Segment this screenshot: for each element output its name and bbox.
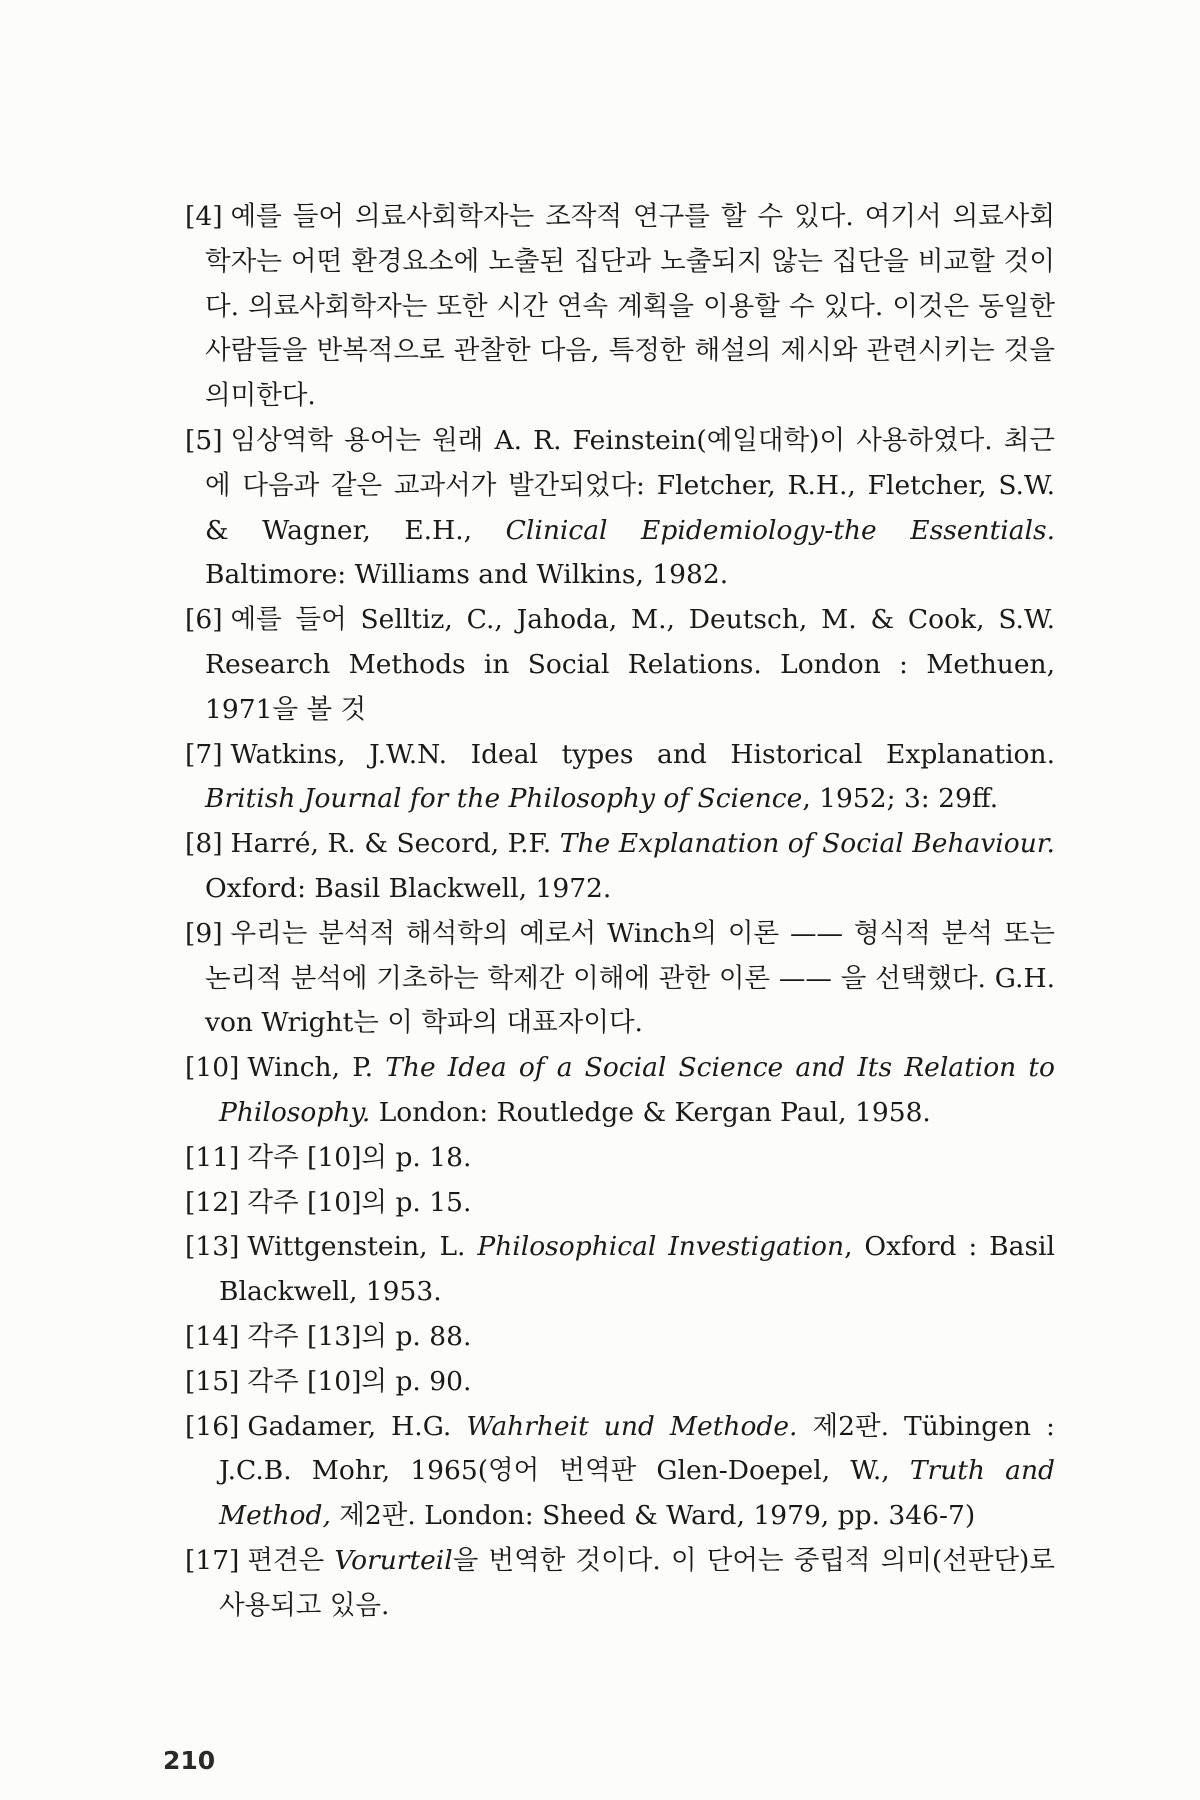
endnote-17	[185, 1539, 1055, 1629]
endnote-number: [4]	[185, 201, 223, 232]
endnote-text: , 1952; 3: 29ff.	[802, 783, 999, 815]
endnote-title-italic: The Explanation of Social Behaviour.	[559, 828, 1055, 860]
endnote-15	[185, 1360, 1055, 1405]
endnote-number: [6]	[185, 604, 223, 636]
endnote-text: 각주 [10]의 p. 90.	[247, 1365, 472, 1397]
endnote-16	[185, 1405, 1055, 1539]
endnote-number: [11]	[185, 1141, 240, 1173]
endnote-text: Gadamer, H.G.	[247, 1410, 467, 1442]
endnote-text: , Oxford : Basil Blackwell, 1953.	[219, 1231, 1055, 1308]
endnote-text: 예를 들어 Selltiz, C., Jahoda, M., Deutsch, M. & Cook, S.W. Research Methods in Social Relations. London : Methuen, 1971을 볼 것	[205, 604, 1055, 725]
endnotes-list	[185, 195, 1055, 1629]
endnote-title-italic: Clinical Epidemiology-the Essentials.	[505, 514, 1055, 546]
endnote-text: 우리는 분석적 해석학의 예로서 Winch의 이론 —— 형식적 분석 또는 논리적 분석에 기초하는 학제간 이해에 관한 이론 —— 을 선택했다. G.H. von Wright는 이 학파의 대표자이다.	[205, 917, 1055, 1039]
endnote-title-italic: Truth and Method,	[219, 1455, 1055, 1532]
endnote-title-italic: Wahrheit und Methode.	[466, 1410, 798, 1442]
endnote-text: 제2판. London: Sheed & Ward, 1979, pp. 346-7)	[330, 1500, 976, 1532]
endnote-number: [12]	[185, 1186, 240, 1218]
endnote-number: [9]	[185, 917, 223, 949]
endnote-text: 각주 [10]의 p. 18.	[247, 1141, 472, 1173]
endnote-title-italic: British Journal for the Philosophy of Science	[205, 783, 803, 815]
endnote-number: [15]	[185, 1365, 240, 1397]
endnote-text: 각주 [10]의 p. 15.	[247, 1186, 472, 1218]
endnote-6	[185, 598, 1055, 732]
endnote-13	[185, 1225, 1055, 1315]
endnote-text: 예를 들어 의료사회학자는 조작적 연구를 할 수 있다. 여기서 의료사회학자는 어떤 환경요소에 노출된 집단과 노출되지 않는 집단을 비교할 것이다. 의료사회학자는 또한 시간 연속 계획을 이용할 수 있다. 이것은 동일한 사람들을 반복적으로 관찰한 다음, 특정한 해설의 제시와 관련시키는 것을 의미한다.	[205, 201, 1055, 412]
endnote-8	[185, 822, 1055, 912]
endnote-7	[185, 733, 1055, 823]
endnote-number: [7]	[185, 738, 223, 770]
endnote-text: Watkins, J.W.N. Ideal types and Historical Explanation.	[230, 738, 1055, 770]
endnote-number: [5]	[185, 424, 223, 456]
endnote-text: Harré, R. & Secord, P.F.	[230, 828, 560, 860]
endnote-number: [16]	[185, 1410, 240, 1442]
endnote-title-italic: Vorurteil	[334, 1544, 453, 1576]
endnote-text: 임상역학 용어는 원래 A. R. Feinstein(예일대학)이 사용하였다. 최근에 다음과 같은 교과서가 발간되었다: Fletcher, R.H., Fletcher, S.W. & Wagner, E.H.,	[205, 424, 1055, 546]
endnote-10	[185, 1046, 1055, 1136]
endnote-number: [17]	[185, 1544, 240, 1576]
endnote-text: London: Routledge & Kergan Paul, 1958.	[370, 1096, 931, 1128]
endnote-number: [8]	[185, 828, 223, 860]
endnote-text: 각주 [13]의 p. 88.	[247, 1320, 472, 1352]
endnote-11	[185, 1136, 1055, 1181]
endnote-5	[185, 419, 1055, 598]
endnote-text: Oxford: Basil Blackwell, 1972.	[205, 872, 612, 904]
endnote-title-italic: Philosophical Investigation	[477, 1231, 845, 1263]
endnote-text: 편견은	[247, 1544, 335, 1576]
endnote-text: 제2판. Tübingen : J.C.B. Mohr, 1965(영어 번역판 Glen-Doepel, W.,	[219, 1410, 1055, 1487]
endnote-number: [13]	[185, 1231, 240, 1263]
endnote-title-italic: The Idea of a Social Science and Its Relation to Philosophy.	[219, 1052, 1055, 1128]
endnote-9	[185, 912, 1055, 1046]
endnote-text: Baltimore: Williams and Wilkins, 1982.	[205, 559, 729, 591]
endnote-14	[185, 1315, 1055, 1360]
endnote-number: [14]	[185, 1320, 240, 1352]
endnote-12	[185, 1181, 1055, 1226]
endnote-text: 을 번역한 것이다. 이 단어는 중립적 의미(선판단)로 사용되고 있음.	[219, 1544, 1055, 1621]
endnote-text: Winch, P.	[247, 1052, 386, 1084]
page-number: 210	[163, 1746, 216, 1775]
endnote-text: Wittgenstein, L.	[247, 1231, 478, 1263]
endnote-4	[185, 195, 1055, 419]
endnote-number: [10]	[185, 1052, 240, 1084]
